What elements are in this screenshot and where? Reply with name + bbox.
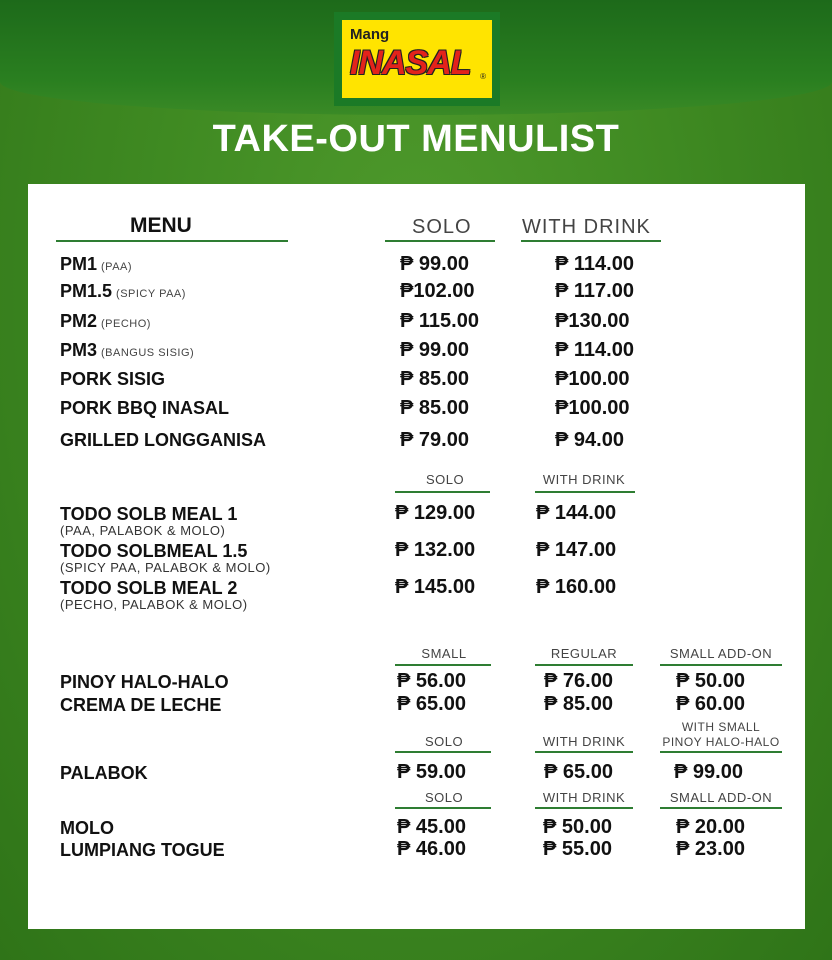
regular-price: ₱ 76.00 — [544, 670, 613, 692]
with-drink-subheader: WITH DRINK — [542, 472, 626, 487]
solo-price: ₱ 46.00 — [397, 838, 466, 860]
solo-subheader-underline — [395, 807, 491, 809]
list-item — [60, 311, 151, 332]
solo-price: ₱ 85.00 — [400, 397, 469, 419]
solo-price: ₱ 99.00 — [400, 253, 469, 275]
solo-subheader-underline — [395, 751, 491, 753]
brand-logo — [334, 12, 500, 106]
regular-subheader-underline — [535, 664, 633, 666]
logo-mang-text: Mang — [350, 26, 390, 43]
small-subheader-underline — [395, 664, 491, 666]
list-item — [60, 340, 194, 361]
with-drink-header-underline — [521, 240, 661, 242]
item-name: PORK SISIG — [60, 369, 166, 389]
drink-price: ₱ 65.00 — [544, 761, 613, 783]
solo-subheader: SOLO — [424, 734, 464, 749]
drink-price: ₱ 50.00 — [543, 816, 612, 838]
solo-price: ₱ 59.00 — [397, 761, 466, 783]
item-note: (PAA) — [101, 261, 133, 273]
item-name: PM1.5 — [60, 281, 113, 301]
add-on-subheader-underline — [660, 807, 782, 809]
todo-item-name: TODO SOLB MEAL 2 — [60, 578, 238, 598]
drink-price: ₱100.00 — [555, 368, 630, 390]
solo-price: ₱ 99.00 — [400, 339, 469, 361]
drink-price: ₱ 55.00 — [543, 838, 612, 860]
small-price: ₱ 65.00 — [397, 693, 466, 715]
with-small-subheader-line2: PINOY HALO-HALO — [662, 735, 780, 749]
drink-price: ₱130.00 — [555, 310, 630, 332]
solo-subheader-underline — [395, 491, 490, 493]
menu-card — [28, 184, 805, 929]
page-title: TAKE-OUT MENULIST — [212, 118, 620, 160]
drink-price: ₱ 114.00 — [555, 253, 634, 275]
drink-price: ₱ 147.00 — [536, 539, 617, 561]
item-note: (SPICY PAA) — [116, 288, 186, 300]
solo-price: ₱ 85.00 — [400, 368, 469, 390]
drink-price: ₱100.00 — [555, 397, 630, 419]
solo-subheader: SOLO — [424, 790, 464, 805]
soup-item-name: LUMPIANG TOGUE — [60, 840, 225, 860]
solo-price: ₱ 132.00 — [395, 539, 476, 561]
soup-item-name: MOLO — [60, 818, 114, 838]
solo-price: ₱ 45.00 — [397, 816, 466, 838]
with-drink-subheader-underline — [535, 751, 633, 753]
drink-price: ₱ 144.00 — [536, 502, 617, 524]
item-name: PM1 — [60, 254, 98, 274]
drink-price: ₱ 94.00 — [555, 429, 624, 451]
list-item — [60, 430, 266, 451]
logo-inasal-text: INASAL — [350, 44, 471, 82]
todo-item-sub: (PAA, PALABOK & MOLO) — [60, 523, 226, 538]
solo-header: SOLO — [412, 216, 472, 238]
item-note: (PECHO) — [101, 318, 151, 330]
add-on-subheader: SMALL ADD-ON — [669, 646, 773, 661]
regular-price: ₱ 85.00 — [544, 693, 613, 715]
with-drink-subheader: WITH DRINK — [542, 790, 626, 805]
solo-price: ₱ 129.00 — [395, 502, 476, 524]
list-item — [60, 281, 186, 302]
with-drink-header: WITH DRINK — [522, 216, 651, 238]
add-on-price: ₱ 20.00 — [676, 816, 745, 838]
solo-price: ₱102.00 — [400, 280, 475, 302]
list-item — [60, 369, 165, 390]
menu-header: MENU — [130, 214, 192, 237]
item-name: PORK BBQ INASAL — [60, 398, 230, 418]
with-small-subheader-line1: WITH SMALL — [681, 720, 761, 734]
with-drink-subheader-underline — [535, 491, 635, 493]
item-name: PM3 — [60, 340, 98, 360]
palabok-item-name: PALABOK — [60, 763, 148, 783]
todo-item-name: TODO SOLBMEAL 1.5 — [60, 541, 248, 561]
menu-header-underline — [56, 240, 288, 242]
with-drink-subheader-underline — [535, 807, 633, 809]
solo-price: ₱ 145.00 — [395, 576, 476, 598]
todo-item-sub: (SPICY PAA, PALABOK & MOLO) — [60, 560, 271, 575]
drink-price: ₱ 114.00 — [555, 339, 634, 361]
with-drink-subheader: WITH DRINK — [542, 734, 626, 749]
item-name: GRILLED LONGGANISA — [60, 430, 266, 450]
small-price: ₱ 56.00 — [397, 670, 466, 692]
dessert-item-name: PINOY HALO-HALO — [60, 672, 229, 692]
todo-item-name: TODO SOLB MEAL 1 — [60, 504, 238, 524]
small-subheader: SMALL — [421, 646, 467, 661]
add-on-subheader: SMALL ADD-ON — [669, 790, 773, 805]
with-small-price: ₱ 99.00 — [674, 761, 743, 783]
drink-price: ₱ 117.00 — [555, 280, 634, 302]
drink-price: ₱ 160.00 — [536, 576, 617, 598]
item-note: (BANGUS SISIG) — [101, 347, 195, 359]
dessert-item-name: CREMA DE LECHE — [60, 695, 222, 715]
logo-registered-mark: ® — [480, 72, 486, 81]
add-on-price: ₱ 50.00 — [676, 670, 745, 692]
add-on-price: ₱ 60.00 — [676, 693, 745, 715]
solo-price: ₱ 115.00 — [400, 310, 479, 332]
with-small-subheader-underline — [660, 751, 782, 753]
solo-price: ₱ 79.00 — [400, 429, 469, 451]
solo-subheader: SOLO — [425, 472, 465, 487]
list-item — [60, 254, 132, 275]
add-on-price: ₱ 23.00 — [676, 838, 745, 860]
item-name: PM2 — [60, 311, 98, 331]
todo-item-sub: (PECHO, PALABOK & MOLO) — [60, 597, 248, 612]
list-item — [60, 398, 229, 419]
solo-header-underline — [385, 240, 495, 242]
add-on-subheader-underline — [660, 664, 782, 666]
regular-subheader: REGULAR — [550, 646, 618, 661]
